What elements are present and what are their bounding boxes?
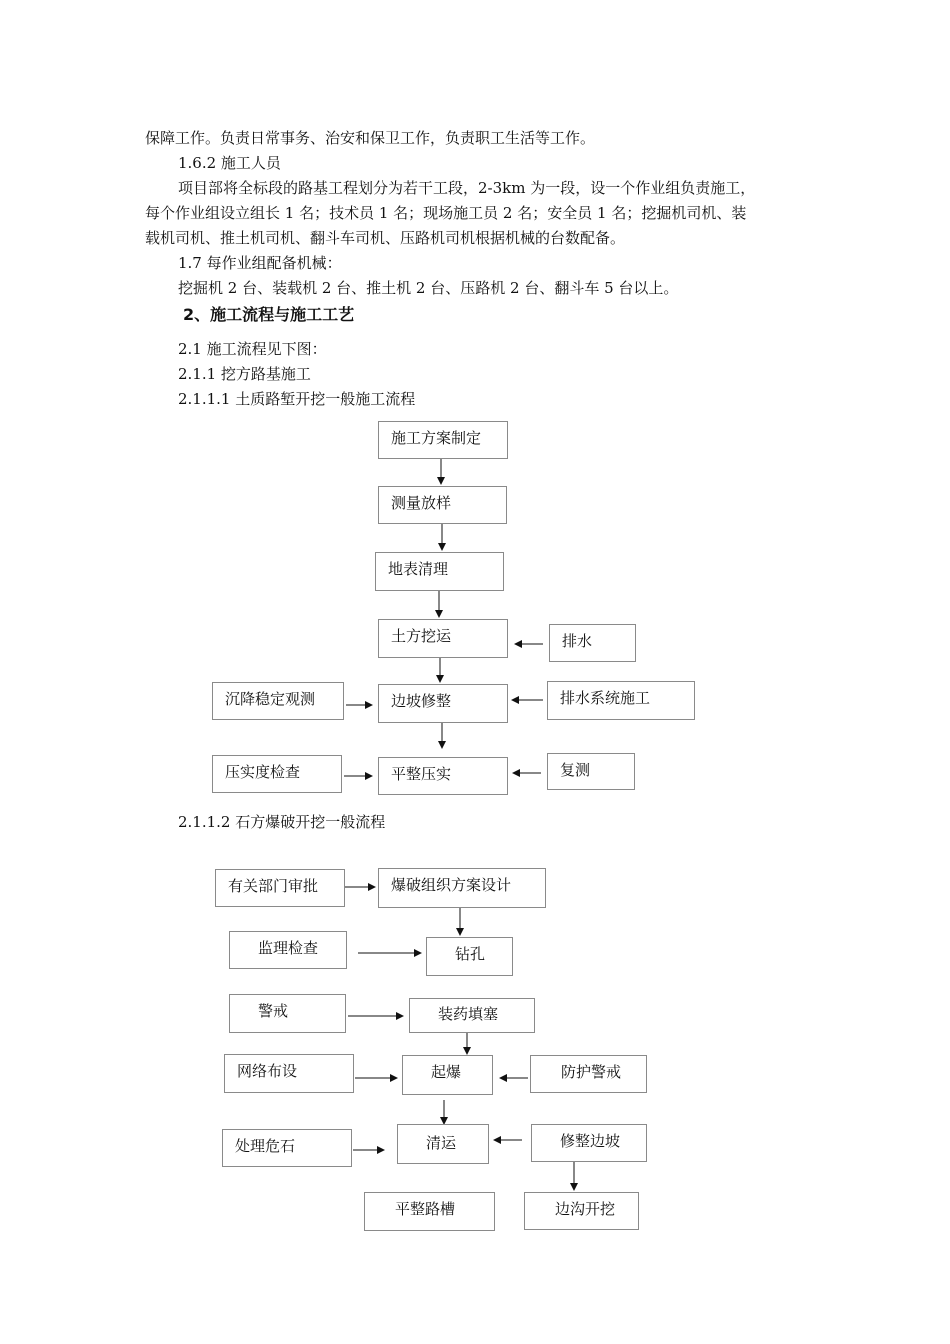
flow-node-settlement-observation: 沉降稳定观测 (212, 682, 344, 720)
flow-node-network-layout: 网络布设 (224, 1054, 354, 1093)
flow-node-compaction-check: 压实度检查 (212, 755, 342, 793)
flow-node-leveling-compaction: 平整压实 (378, 757, 508, 795)
flow-node-protection-alert: 防护警戒 (530, 1055, 647, 1093)
flow-node-supervision-check: 监理检查 (229, 931, 347, 969)
flow-node-charging-stemming: 装药填塞 (409, 998, 535, 1033)
text-line: 2.1.1.1 土质路堑开挖一般施工流程 (178, 390, 416, 408)
flow-node-survey-setout: 测量放样 (378, 486, 507, 524)
flow-node-clear-transport: 清运 (397, 1124, 489, 1164)
flow-node-trim-slope: 修整边坡 (531, 1124, 647, 1162)
flow-node-side-ditch-excavation: 边沟开挖 (524, 1192, 639, 1230)
flow-node-slope-trimming: 边坡修整 (378, 684, 508, 723)
flow-node-blasting-design: 爆破组织方案设计 (378, 868, 546, 908)
section-number-1-6-2: 1.6.2 施工人员 (178, 154, 281, 172)
flow-node-earth-excavation: 土方挖运 (378, 619, 508, 658)
flow-node-department-approval: 有关部门审批 (215, 869, 345, 907)
text-line: 2.1.1 挖方路基施工 (178, 365, 311, 383)
text-line: 保障工作。负责日常事务、治安和保卫工作，负责职工生活等工作。 (145, 129, 596, 147)
section-number-1-7: 1.7 每作业组配备机械： (178, 254, 342, 272)
text-line: 项目部将全标段的路基工程划分为若干工段，2-3km 为一段，设一个作业组负责施工， (178, 179, 756, 197)
flow-node-alert: 警戒 (229, 994, 346, 1033)
flow-node-drainage-system: 排水系统施工 (547, 681, 695, 720)
text-line: 挖掘机 2 台、装载机 2 台、推土机 2 台、压路机 2 台、翻斗车 5 台以上。 (178, 279, 679, 297)
text-line: 载机司机、推土机司机、翻斗车司机、压路机司机根据机械的台数配备。 (145, 229, 626, 247)
text-line: 每个作业组设立组长 1 名；技术员 1 名；现场施工员 2 名；安全员 1 名；挖掘机司机、装 (145, 204, 747, 222)
flow-node-handle-dangerous-rock: 处理危石 (222, 1129, 352, 1167)
flow-node-construction-plan: 施工方案制定 (378, 421, 508, 459)
flow-node-level-roadbed: 平整路槽 (364, 1192, 495, 1231)
text-line: 2.1.1.2 石方爆破开挖一般流程 (178, 813, 386, 831)
section-heading: 2、施工流程与施工工艺 (183, 305, 355, 324)
text-line: 2.1 施工流程见下图： (178, 340, 327, 358)
flow-node-surface-clearing: 地表清理 (375, 552, 504, 591)
flow-node-detonation: 起爆 (402, 1055, 493, 1095)
flow-node-resurvey: 复测 (547, 753, 635, 790)
flow-node-drainage: 排水 (549, 624, 636, 662)
flow-node-drilling: 钻孔 (426, 937, 513, 976)
